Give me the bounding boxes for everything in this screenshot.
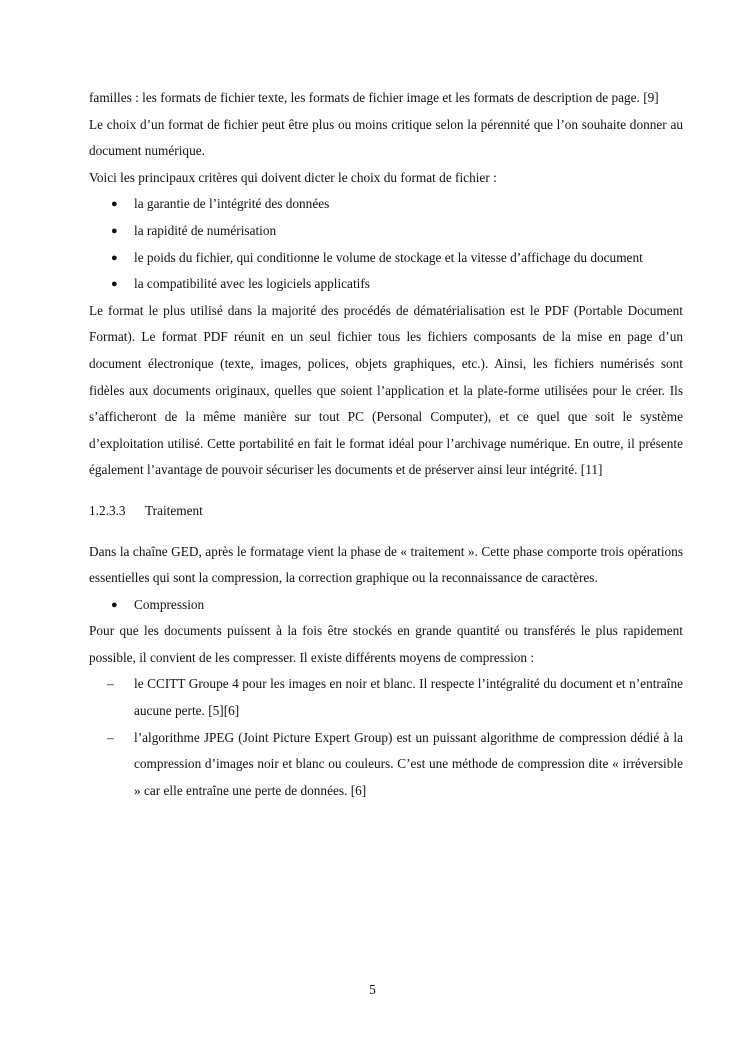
- dash-icon: –: [107, 676, 114, 692]
- list-item-text: la rapidité de numérisation: [134, 222, 277, 238]
- bullet-icon: ●: [111, 198, 118, 211]
- list-item-text: le poids du fichier, qui conditionne le volume de stockage et la vitesse d’affichage du document: [134, 249, 643, 265]
- paragraph-compression-intro: Pour que les documents puissent à la fois être stockés en grande quantité ou transférés le plus rapidement possible, il convient de les compresser. Il existe différents moyens de compression :: [89, 623, 683, 665]
- list-item: [89, 725, 683, 805]
- list-item: [89, 191, 683, 218]
- list-item: [89, 271, 683, 298]
- bullet-icon: ●: [111, 278, 118, 291]
- section-number: 1.2.3.3: [89, 502, 126, 518]
- list-item: [89, 671, 683, 724]
- list-item-text: la compatibilité avec les logiciels applicatifs: [134, 276, 370, 292]
- list-item-text: la garantie de l’intégrité des données: [134, 196, 330, 212]
- paragraph-format-choice: Le choix d’un format de fichier peut être plus ou moins critique selon la pérennité que l’on souhaite donner au document numérique.: [89, 116, 683, 159]
- paragraph-pdf-format: Le format le plus utilisé dans la majorité des procédés de dématérialisation est le PDF (Portable Document Format). Le format PDF réunit en un seul fichier tous les fichiers composants de la mise en page d’un document électronique (texte, images, polices, objets graphiques, etc.). Ainsi, les fichiers numérisés sont fidèles aux documents originaux, quelles que soient l’application et la plate-forme utilisées pour le créer. Ils s’afficheront de la même manière sur tout PC (Personal Computer), et ce quel que soit le système d’exploitation utilisé. Cette portabilité en fait le format idéal pour l’archivage numérique. En outre, il présente également l’avantage de pouvoir sécuriser les documents et de préserver ainsi leur intégrité. [11]: [89, 302, 683, 478]
- paragraph-formats-families: familles : les formats de fichier texte, les formats de fichier image et les formats de description de page. [9]: [89, 90, 659, 105]
- list-item: [89, 218, 683, 245]
- list-item-text: Compression: [134, 596, 205, 612]
- criteria-list: [89, 191, 683, 297]
- compression-methods-list: [89, 671, 683, 804]
- list-item: [89, 592, 683, 619]
- bullet-icon: ●: [111, 224, 118, 237]
- section-title: Traitement: [145, 502, 203, 518]
- list-item: [89, 245, 683, 272]
- list-item-text: le CCITT Groupe 4 pour les images en noir et blanc. Il respecte l’intégralité du document et n’entraîne aucune perte. [5][6]: [134, 676, 683, 719]
- paragraph-criteria-intro: Voici les principaux critères qui doivent dicter le choix du format de fichier :: [89, 169, 497, 185]
- dash-icon: –: [107, 729, 114, 745]
- paragraph-treatment-phase: Dans la chaîne GED, après le formatage vient la phase de « traitement ». Cette phase comporte trois opérations essentielles qui sont la compression, la correction graphique ou la reconnaissance de caractères.: [89, 543, 683, 586]
- document-page: [89, 85, 683, 804]
- page-number: 5: [369, 982, 376, 997]
- section-heading: [89, 498, 683, 525]
- list-item-text: l’algorithme JPEG (Joint Picture Expert Group) est un puissant algorithme de compression dédié à la compression d’images noir et blanc ou couleurs. C’est une méthode de compression dite « irréversible » car elle entraîne une perte de données. [6]: [134, 729, 683, 798]
- compression-heading-list: [89, 592, 683, 619]
- bullet-icon: ●: [111, 251, 118, 264]
- bullet-icon: ●: [111, 598, 118, 611]
